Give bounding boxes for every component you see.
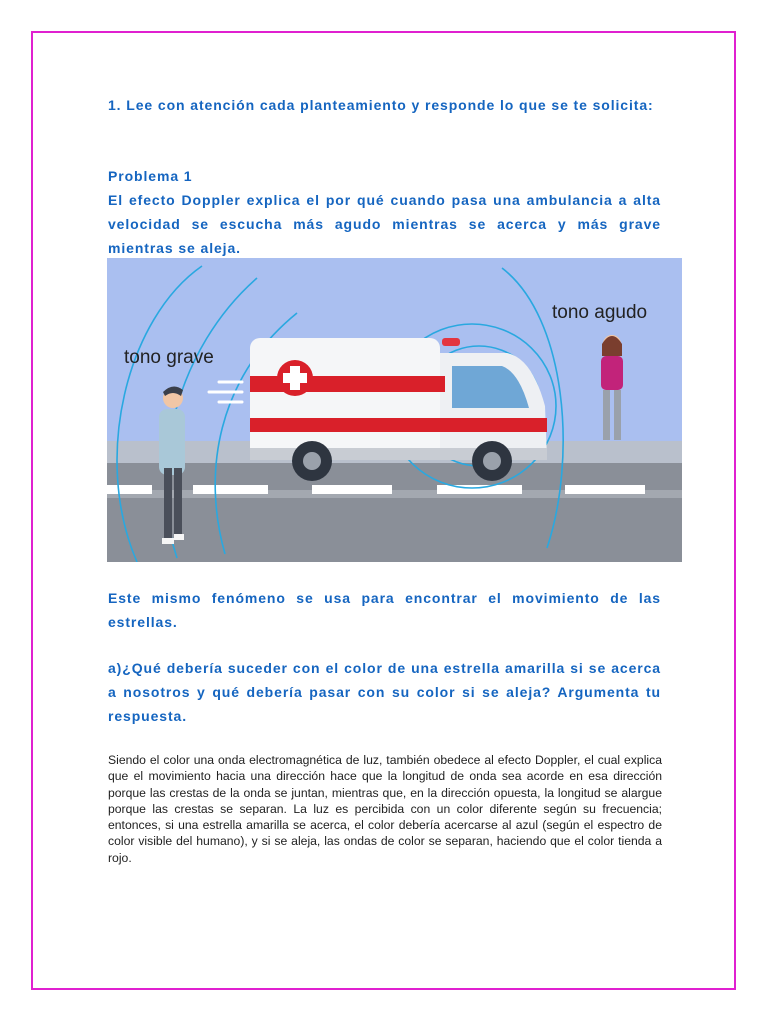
doppler-scene — [107, 258, 682, 562]
road — [107, 463, 682, 562]
ambulance — [250, 338, 547, 481]
answer-text: Siendo el color una onda electromagnética de luz, también obedece al efecto Doppler, el cual explica que el movimiento hacia una dirección hace que la longitud de onda sea acorde en esa dirección porque las crestas de la onda se juntan, mientras que, en la dirección opuesta, la longitud se alargue porque las crestas se separan. La luz es percibida con un color diferente según su frecuencia; entonces, si una estrella amarilla se acerca, el color debería acercarse al azul (según el espectro de color visible del humano), y si se aleja, las ondas de color se separan, haciendo que el color tienda a rojo. — [108, 753, 662, 865]
question-a: a)¿Qué debería suceder con el color de una estrella amarilla si se acerca a nosotros y qué debería pasar con su color si se aleja? Argumenta tu respuesta. — [108, 660, 661, 724]
exercise-heading: 1. Lee con atención cada planteamiento y responde lo que se te solicita: — [108, 97, 654, 113]
problem-description: El efecto Doppler explica el por qué cuando pasa una ambulancia a alta velocidad se escucha más agudo mientras se acerca y más grave mientras se aleja. — [108, 192, 661, 256]
label-tono-grave: tono grave — [124, 347, 214, 368]
problem-block — [108, 164, 661, 260]
doppler-illustration — [107, 258, 682, 562]
label-tono-agudo: tono agudo — [552, 302, 648, 323]
stars-statement: Este mismo fenómeno se usa para encontrar el movimiento de las estrellas. — [108, 590, 661, 630]
problem-title: Problema 1 — [108, 168, 193, 184]
